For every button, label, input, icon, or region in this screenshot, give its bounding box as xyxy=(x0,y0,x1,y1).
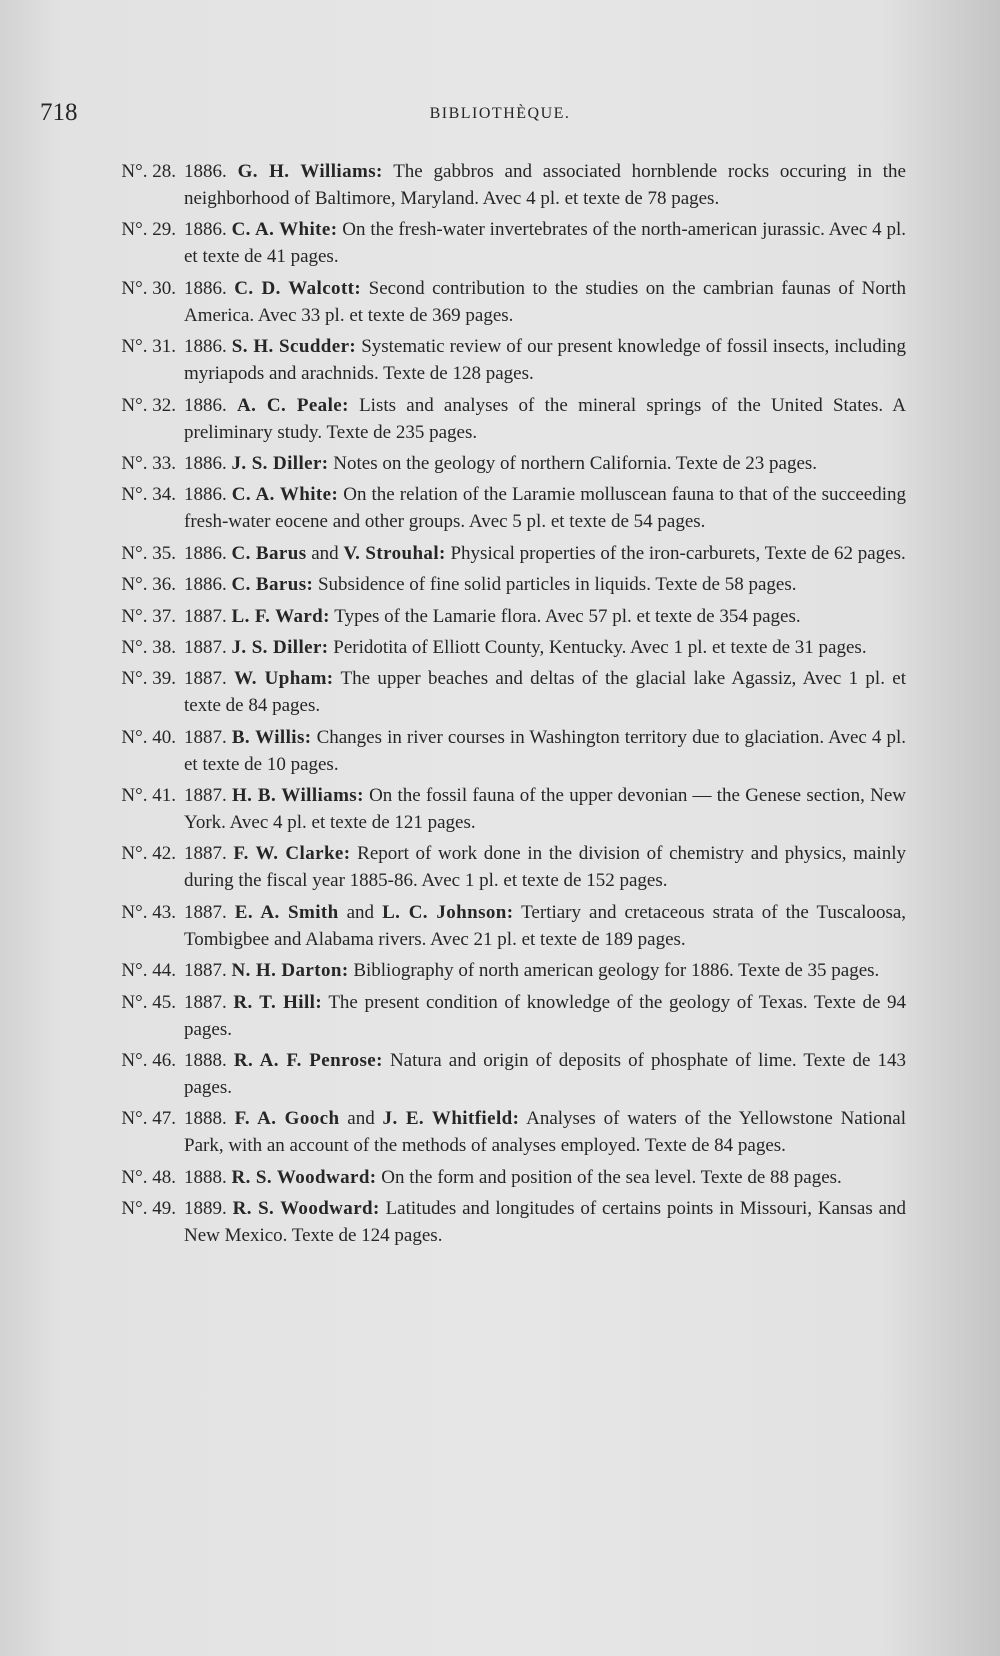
entry-year: 1886. xyxy=(184,336,227,358)
entry-title: Analyses of waters of the Yellowstone National Park, with an account of the methods of analyses employed. Texte de 84 pages. xyxy=(184,1108,907,1157)
entry-title: The gabbros and associated hornblende rocks occuring in the neighborhood of Baltimore, Maryland. Avec 4 pl. et texte de 78 pages. xyxy=(184,161,906,209)
bibliography-entry xyxy=(106,275,906,329)
entry-title: Tertiary and cretaceous strata of the Tuscaloosa, Tombigbee and Alabama rivers. Avec 21 pl. et texte de 189 pages. xyxy=(184,901,907,950)
entry-year: 1886. xyxy=(184,161,227,182)
entry-year: 1886. xyxy=(184,484,227,506)
entry-year: 1887. xyxy=(184,960,227,982)
entry-number: N°. 43. xyxy=(121,901,176,923)
entry-title: Peridotita of Elliott County, Kentucky. Avec 1 pl. et texte de 31 pages. xyxy=(333,636,867,658)
entry-text xyxy=(184,603,906,630)
entry-author: B. Willis: xyxy=(231,726,312,748)
entry-title: On the fresh-water invertebrates of the north-american jurassic. Avec 4 pl. et texte de 41 pages. xyxy=(184,219,906,268)
entry-text xyxy=(184,1105,906,1159)
entry-number: N°. 34. xyxy=(121,484,176,506)
entry-author: E. A. Smith xyxy=(234,901,339,923)
entry-text xyxy=(184,840,906,894)
entry-text xyxy=(184,724,906,778)
entry-coauthor: L. C. Johnson: xyxy=(382,901,514,923)
entry-number: N°. 28. xyxy=(121,161,176,182)
entry-text xyxy=(184,216,906,270)
entry-text xyxy=(184,540,906,567)
entry-text xyxy=(184,1164,906,1191)
entry-title: Bibliography of north american geology for 1886. Texte de 35 pages. xyxy=(353,960,880,982)
entry-number: N°. 36. xyxy=(121,574,176,596)
entry-author: N. H. Darton: xyxy=(231,960,349,982)
entry-title: Types of the Lamarie flora. Avec 57 pl. et texte de 354 pages. xyxy=(334,605,801,627)
entry-author: R. T. Hill: xyxy=(233,991,323,1013)
entry-conjunction: and xyxy=(347,1108,375,1130)
bibliography-entry xyxy=(106,158,906,212)
entry-title: Second contribution to the studies on the cambrian faunas of North America. Avec 33 pl. et texte de 369 pages. xyxy=(184,277,906,326)
entry-author: C. D. Walcott: xyxy=(234,277,362,299)
bibliography-entry xyxy=(106,1047,906,1101)
entry-number: N°. 41. xyxy=(121,785,176,807)
entry-author: H. B. Williams: xyxy=(231,785,364,807)
entry-number: N°. 48. xyxy=(121,1166,176,1188)
entry-year: 1887. xyxy=(184,668,227,690)
entry-number: N°. 32. xyxy=(121,394,176,416)
entry-text xyxy=(184,158,906,212)
entry-title: On the form and position of the sea level. Texte de 88 pages. xyxy=(381,1166,842,1188)
entry-text xyxy=(184,665,906,719)
bibliography-entry xyxy=(106,724,906,778)
bibliography-entry xyxy=(106,899,906,953)
bibliography-entry xyxy=(106,1105,906,1159)
entry-number: N°. 31. xyxy=(121,336,176,358)
entry-author: C. A. White: xyxy=(231,484,339,506)
entry-text xyxy=(184,571,906,598)
entry-author: R. A. F. Penrose: xyxy=(233,1050,383,1072)
entry-title: The upper beaches and deltas of the glacial lake Agassiz, Avec 1 pl. et texte de 84 pages. xyxy=(184,668,906,717)
entry-year: 1886. xyxy=(184,574,227,596)
entry-text xyxy=(184,481,906,535)
entry-number: N°. 38. xyxy=(121,636,176,658)
entry-text xyxy=(184,957,906,984)
entry-text xyxy=(184,392,906,446)
entry-author: C. Barus xyxy=(231,542,307,564)
entry-year: 1888. xyxy=(184,1166,227,1188)
bibliography-entry xyxy=(106,1164,906,1191)
bibliography-entry xyxy=(106,603,906,630)
bibliography-entry xyxy=(106,540,906,567)
entry-author: F. A. Gooch xyxy=(234,1108,340,1130)
entry-number: N°. 35. xyxy=(121,542,176,564)
entry-number: N°. 40. xyxy=(121,726,176,748)
entry-number: N°. 37. xyxy=(121,605,176,627)
entry-number: N°. 30. xyxy=(121,277,176,299)
entry-title: The present condition of knowledge of the geology of Texas. Texte de 94 pages. xyxy=(184,991,906,1040)
entry-text xyxy=(184,1195,906,1249)
bibliography-entry xyxy=(106,481,906,535)
entry-title: On the relation of the Laramie molluscean fauna to that of the succeeding fresh-water eocene and other groups. Avec 5 pl. et texte de 54 pages. xyxy=(184,484,906,533)
entry-year: 1886. xyxy=(184,394,227,416)
running-title: BIBLIOTHÈQUE. xyxy=(429,105,571,122)
entry-author: A. C. Peale: xyxy=(237,394,349,416)
entry-coauthor: V. Strouhal: xyxy=(343,542,446,564)
bibliography-entry xyxy=(106,634,906,661)
entry-title: Physical properties of the iron-carburets, Texte de 62 pages. xyxy=(450,542,906,564)
entry-author: J. S. Diller: xyxy=(231,636,329,658)
entry-conjunction: and xyxy=(311,542,339,564)
page-number: 718 xyxy=(40,99,78,126)
bibliography-entry xyxy=(106,333,906,387)
entry-year: 1886. xyxy=(184,452,227,474)
entry-author: C. A. White: xyxy=(231,219,338,241)
entry-author: W. Upham: xyxy=(234,668,334,690)
entry-year: 1887. xyxy=(184,991,227,1013)
entry-text xyxy=(184,634,906,661)
entry-year: 1887. xyxy=(184,785,227,807)
entry-text xyxy=(184,782,906,836)
entry-author: J. S. Diller: xyxy=(231,452,329,474)
entry-author: F. W. Clarke: xyxy=(233,843,351,865)
entry-number: N°. 46. xyxy=(121,1050,176,1072)
bibliography-entry xyxy=(106,450,906,477)
entry-year: 1889. xyxy=(184,1198,227,1220)
entry-number: N°. 44. xyxy=(121,960,176,982)
entry-author: R. S. Woodward: xyxy=(232,1198,380,1220)
entry-title: Latitudes and longitudes of certains points in Missouri, Kansas and New Mexico. Texte de 124 pages. xyxy=(184,1198,907,1247)
entry-author: L. F. Ward: xyxy=(231,605,330,627)
entry-text xyxy=(184,899,906,953)
bibliography-list xyxy=(106,158,906,1254)
bibliography-entry xyxy=(106,989,906,1043)
entry-text xyxy=(184,450,906,477)
entry-author: C. Barus: xyxy=(231,574,314,596)
bibliography-entry xyxy=(106,392,906,446)
entry-title: Changes in river courses in Washington territory due to glaciation. Avec 4 pl. et texte de 10 pages. xyxy=(184,726,907,775)
entry-year: 1886. xyxy=(184,542,227,564)
entry-text xyxy=(184,275,906,329)
bibliography-entry xyxy=(106,665,906,719)
entry-coauthor: J. E. Whitfield: xyxy=(382,1108,520,1130)
entry-year: 1886. xyxy=(184,219,227,241)
bibliography-entry xyxy=(106,782,906,836)
entry-number: N°. 42. xyxy=(121,843,176,865)
bibliography-entry xyxy=(106,1195,906,1249)
bibliography-entry xyxy=(106,840,906,894)
entry-year: 1888. xyxy=(184,1050,227,1072)
entry-text xyxy=(184,989,906,1043)
entry-author: G. H. Williams: xyxy=(237,161,383,182)
entry-author: R. S. Woodward: xyxy=(231,1166,377,1188)
entry-title: On the fossil fauna of the upper devonian — the Genese section, New York. Avec 4 pl. et texte de 121 pages. xyxy=(184,785,906,834)
entry-year: 1887. xyxy=(184,901,227,923)
entry-title: Notes on the geology of northern California. Texte de 23 pages. xyxy=(333,452,818,474)
entry-number: N°. 29. xyxy=(121,219,176,241)
entry-number: N°. 39. xyxy=(121,668,176,690)
entry-number: N°. 45. xyxy=(121,991,176,1013)
entry-number: N°. 49. xyxy=(121,1198,176,1220)
entry-author: S. H. Scudder: xyxy=(231,336,357,358)
bibliography-entry xyxy=(106,571,906,598)
entry-title: Report of work done in the division of chemistry and physics, mainly during the fiscal year 1885-86. Avec 1 pl. et texte de 152 pages. xyxy=(184,843,906,892)
entry-year: 1888. xyxy=(184,1108,227,1130)
entry-title: Natura and origin of deposits of phosphate of lime. Texte de 143 pages. xyxy=(184,1050,906,1099)
entry-year: 1886. xyxy=(184,277,227,299)
entry-number: N°. 33. xyxy=(121,452,176,474)
entry-number: N°. 47. xyxy=(121,1108,176,1130)
entry-year: 1887. xyxy=(184,605,227,627)
entry-conjunction: and xyxy=(346,901,375,923)
entry-text xyxy=(184,1047,906,1101)
page-header xyxy=(40,98,960,128)
bibliography-entry xyxy=(106,957,906,984)
entry-year: 1887. xyxy=(184,843,227,865)
entry-year: 1887. xyxy=(184,636,227,658)
entry-title: Lists and analyses of the mineral springs of the United States. A preliminary study. Texte de 235 pages. xyxy=(184,394,907,443)
entry-year: 1887. xyxy=(184,726,227,748)
bibliography-entry xyxy=(106,216,906,270)
entry-text xyxy=(184,333,906,387)
entry-title: Subsidence of fine solid particles in liquids. Texte de 58 pages. xyxy=(317,574,797,596)
entry-title: Systematic review of our present knowledge of fossil insects, including myriapods and arachnids. Texte de 128 pages. xyxy=(184,336,907,385)
